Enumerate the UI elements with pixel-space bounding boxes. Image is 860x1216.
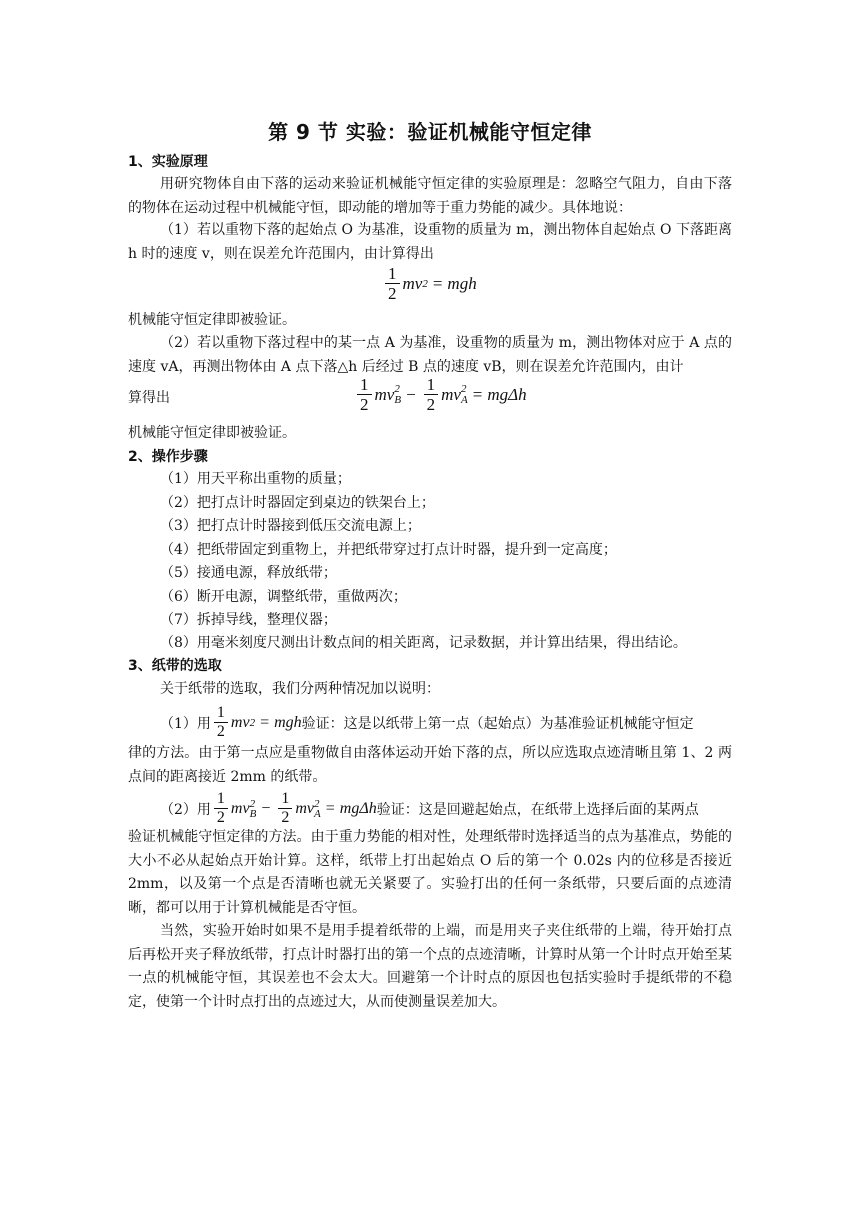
fraction-half xyxy=(278,790,292,827)
fraction-numerator: 1 xyxy=(385,264,400,284)
formula-term: mv xyxy=(441,384,461,404)
paragraph-final: 当然，实验开始时如果不是用手提着纸带的上端，而是用夹子夹住纸带的上端，待开始打点后再松开夹子释放纸带，打点计时器打出的第一个点的点迹清晰，计算时从第一个计时点开始至某一点的机械能守恒，其误差也不会太大。回避第一个计时点的原因也包括实验时手提纸带的不稳定，使第一个计时点打出的点迹过大，从而使测量误差加大。 xyxy=(128,923,732,1010)
list-item-step: （6）断开电源，调整纸带，重做两次； xyxy=(160,589,407,605)
formula-subscript: B xyxy=(249,807,257,820)
fraction-numerator: 1 xyxy=(214,704,228,723)
formula-term: mv xyxy=(230,713,250,731)
paragraph-conclusion-2: 机械能守恒定律即被验证。 xyxy=(128,425,296,441)
fraction-denominator: 2 xyxy=(216,723,225,740)
fraction-half xyxy=(357,375,372,414)
paragraph-tape-intro: 关于纸带的选取，我们分两种情况加以说明： xyxy=(160,681,440,697)
formula-inline-1 xyxy=(211,704,302,741)
list-item-step: （5）接通电源，释放纸带； xyxy=(160,565,337,581)
formula-energy-1 xyxy=(382,264,477,303)
formula-term: mv xyxy=(230,799,250,817)
case-2-suffix: 验证：这是回避起始点，在纸带上选择后面的某两点 xyxy=(376,801,699,818)
fraction-half xyxy=(214,790,228,827)
list-item-step: （8）用毫米刻度尺测出计数点间的相关距离，记录数据，并计算出结果，得出结论。 xyxy=(160,635,687,651)
formula-equals: = xyxy=(260,713,270,731)
formula-subscript: A xyxy=(314,807,321,820)
section-heading-principle: 1、实验原理 xyxy=(128,154,208,170)
formula-equals: = xyxy=(432,273,443,293)
formula-term: mgh xyxy=(447,273,477,293)
formula-exponent: 2 xyxy=(314,797,320,810)
formula-exponent: 2 xyxy=(249,716,256,729)
formula-energy-2 xyxy=(354,375,527,414)
tape-case-1-line xyxy=(160,704,694,741)
paragraph-case-2-tail: 算得出 xyxy=(128,390,170,406)
fraction-numerator: 1 xyxy=(424,375,439,395)
section-heading-steps: 2、操作步骤 xyxy=(128,449,208,465)
fraction-half xyxy=(385,264,400,303)
case-1-prefix: （1）用 xyxy=(160,715,211,732)
fraction-denominator: 2 xyxy=(360,395,369,414)
page-title: 第 9 节 实验：验证机械能守恒定律 xyxy=(268,120,592,144)
fraction-denominator: 2 xyxy=(388,284,397,303)
formula-inline-2 xyxy=(211,790,377,827)
formula-term: mv xyxy=(295,799,314,817)
fraction-numerator: 1 xyxy=(278,790,292,809)
fraction-half xyxy=(214,704,228,741)
fraction-denominator: 2 xyxy=(281,809,290,826)
fraction-numerator: 1 xyxy=(357,375,372,395)
formula-term: mv xyxy=(402,273,423,293)
paragraph-case-2: （2）若以重物下落过程中的某一点 A 为基准，设重物的质量为 m，测出物体对应于 A 点的速度 vA，再测出物体由 A 点下落△h 后经过 B 点的速度 vB，则在误差允许范围内，由计 xyxy=(128,335,732,375)
formula-term: mgΔh xyxy=(487,384,527,404)
fraction-denominator: 2 xyxy=(426,395,436,414)
formula-exponent: 2 xyxy=(394,382,400,395)
formula-exponent: 2 xyxy=(422,277,428,290)
list-item-step: （1）用天平称出重物的质量； xyxy=(160,471,351,487)
list-item-step: （4）把纸带固定到重物上，并把纸带穿过打点计时器，提升到一定高度； xyxy=(160,542,617,558)
paragraph-case-1: （1）若以重物下落的起始点 O 为基准，设重物的质量为 m，测出物体自起始点 O 下落距离 h 时的速度 v，则在误差允许范围内，由计算得出 xyxy=(128,222,732,262)
list-item-step: （7）拆掉导线，整理仪器； xyxy=(160,612,337,628)
formula-term: mv xyxy=(374,384,395,404)
fraction-denominator: 2 xyxy=(216,809,225,826)
formula-minus: − xyxy=(406,384,416,404)
formula-subscript: B xyxy=(394,393,402,406)
list-item-step: （3）把打点计时器接到低压交流电源上； xyxy=(160,518,421,534)
list-item-step: （2）把打点计时器固定到桌边的铁架台上； xyxy=(160,495,435,511)
case-2-prefix: （2）用 xyxy=(160,801,211,818)
formula-term: mgh xyxy=(274,713,302,731)
fraction-half xyxy=(424,375,439,414)
case-1-suffix: 验证：这是以纸带上第一点（起始点）为基准验证机械能守恒定 xyxy=(301,715,694,732)
formula-minus: − xyxy=(261,799,271,817)
paragraph-principle: 用研究物体自由下落的运动来验证机械能守恒定律的实验原理是：忽略空气阻力，自由下落的物体在运动过程中机械能守恒，即动能的增加等于重力势能的减少。具体地说： xyxy=(128,176,732,216)
formula-exponent: 2 xyxy=(460,382,467,395)
formula-equals: = xyxy=(325,799,335,817)
formula-equals: = xyxy=(472,384,483,404)
formula-term: mgΔh xyxy=(339,799,377,817)
paragraph-case-2-rest: 验证机械能守恒定律的方法。由于重力势能的相对性，处理纸带时选择适当的点为基准点，势能的大小不必从起始点开始计算。这样，纸带上打出起始点 O 后的第一个 0.02s 内的位移是否接近 2mm，以及第一个点是否清晰也就无关紧要了。实验打出的任何一条纸带，只要后面的点迹清晰，都可以用于计算机械能是否守恒。 xyxy=(128,829,732,916)
fraction-numerator: 1 xyxy=(214,790,228,809)
tape-case-2-line xyxy=(160,790,699,827)
section-heading-tape: 3、纸带的选取 xyxy=(128,658,222,674)
formula-exponent: 2 xyxy=(249,797,256,810)
paragraph-conclusion-1: 机械能守恒定律即被验证。 xyxy=(128,312,296,328)
formula-subscript: A xyxy=(460,393,468,406)
paragraph-case-1-rest: 律的方法。由于第一点应是重物做自由落体运动开始下落的点，所以应选取点迹清晰且第 1、2 两点间的距离接近 2mm 的纸带。 xyxy=(128,745,732,785)
